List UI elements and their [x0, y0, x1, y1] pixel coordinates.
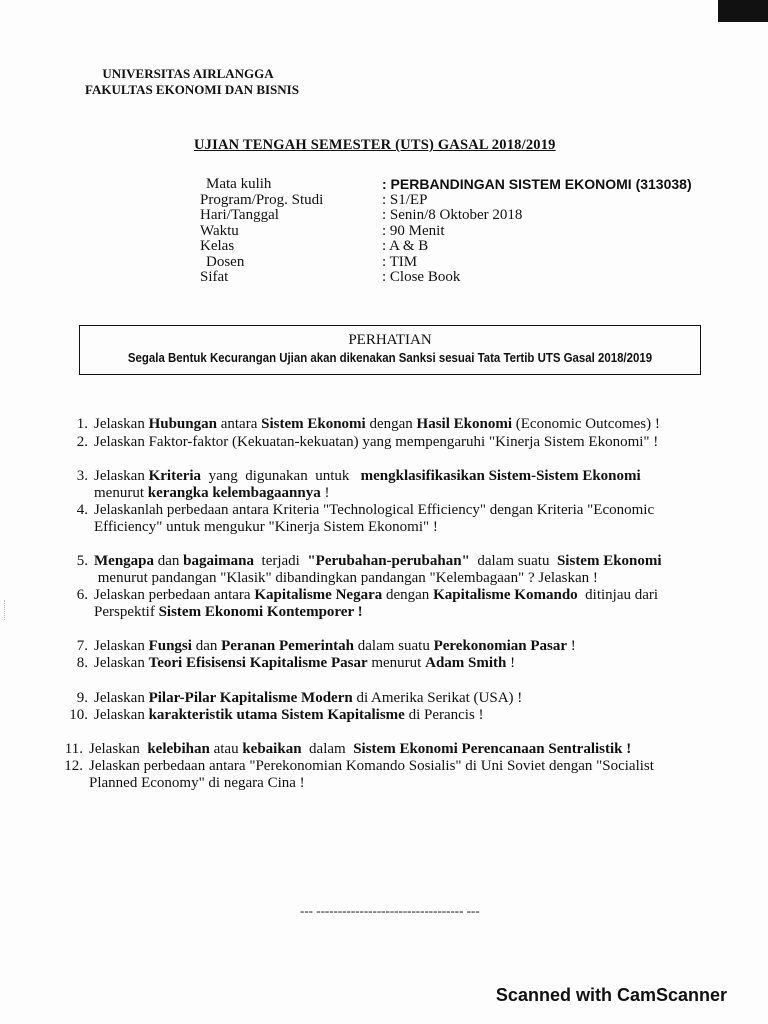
question-number: 10. — [69, 707, 88, 723]
question-text: Jelaskan kelebihan atau kebaikan dalam Sistem Ekonomi Perencanaan Sentralistik ! — [89, 741, 632, 757]
question-number: 8. — [76, 655, 88, 671]
question-number: 1. — [76, 416, 88, 432]
question-number: 7. — [76, 638, 88, 654]
info-value: : Close Book — [382, 269, 461, 285]
question-text: Jelaskan perbedaan antara Kapitalisme Negara dengan Kapitalisme Komando ditinjau dari Perspektif Sistem Ekonomi Kontemporer ! — [94, 587, 659, 620]
notice-title: PERHATIAN — [348, 332, 432, 348]
info-label: Waktu — [200, 222, 239, 239]
course-name: : PERBANDINGAN SISTEM EKONOMI (313038) — [382, 176, 692, 192]
question-text: Jelaskan Teori Efisisensi Kapitalisme Pasar menurut Adam Smith ! — [94, 655, 516, 671]
info-row — [200, 177, 692, 193]
question-text: Jelaskan perbedaan antara "Perekonomian Komando Sosialis" di Uni Soviet dengan "Socialist Planned Economy" di negara Cina ! — [89, 758, 654, 791]
university-name: UNIVERSITAS AIRLANGGA — [102, 66, 274, 81]
info-label: Kelas — [200, 238, 235, 254]
info-row — [200, 193, 692, 209]
camscanner-watermark: Scanned with CamScanner — [495, 985, 727, 1005]
info-label: Program/Prog. Studi — [200, 191, 324, 208]
question-number: 6. — [76, 587, 88, 603]
question-text: Jelaskan Pilar-Pilar Kapitalisme Modern di Amerika Serikat (USA) ! — [94, 690, 523, 706]
question-text: Jelaskan Hubungan antara Sistem Ekonomi dengan Hasil Ekonomi (Economic Outcomes) ! — [94, 416, 660, 432]
info-row — [200, 208, 692, 224]
info-row — [200, 255, 692, 271]
info-label: Sifat — [200, 269, 229, 285]
info-label: Mata kulih — [206, 176, 272, 192]
exam-info-table — [200, 177, 692, 286]
info-value — [382, 177, 692, 193]
question-number: 9. — [76, 690, 88, 706]
question-text: Jelaskanlah perbedaan antara Kriteria "Technological Efficiency" dengan Kriteria "Economic Efficiency" untuk mengukur "Kinerja Sistem Ekonomi" ! — [94, 502, 655, 535]
notice-text: Segala Bentuk Kecurangan Ujian akan dikenakan Sanksi sesuai Tata Tertib UTS Gasal 2018/2019 — [127, 350, 653, 365]
notice-box — [79, 325, 701, 375]
info-row — [200, 239, 692, 255]
question-text: Jelaskan Kriteria yang digunakan untuk mengklasifikasikan Sistem-Sistem Ekonomi menurut kerangka kelembagaannya ! — [94, 468, 641, 501]
margin-scan-artifact — [4, 600, 7, 620]
question-number: 2. — [76, 434, 88, 450]
question-number: 11. — [64, 741, 83, 757]
question-number: 4. — [76, 502, 88, 518]
info-row — [200, 224, 692, 240]
exam-title: UJIAN TENGAH SEMESTER (UTS) GASAL 2018/2019 — [194, 137, 556, 153]
faculty-name: FAKULTAS EKONOMI DAN BISNIS — [85, 82, 299, 97]
info-value: : TIM — [382, 253, 418, 270]
question-number: 3. — [76, 468, 88, 484]
question-number: 12. — [64, 758, 83, 774]
scan-corner-shadow — [718, 0, 768, 22]
info-value: : Senin/8 Oktober 2018 — [382, 207, 523, 223]
info-label: Hari/Tanggal — [200, 207, 279, 223]
info-value: : S1/EP — [382, 191, 428, 208]
question-text: Mengapa dan bagaimana terjadi "Perubahan-perubahan" dalam suatu Sistem Ekonomi menurut pandangan "Klasik" dibandingkan pandangan "Kelembagaan" ? Jelaskan ! — [94, 553, 662, 586]
question-number: 5. — [76, 553, 88, 569]
info-value: : A & B — [382, 238, 429, 254]
info-value: : 90 Menit — [382, 222, 445, 239]
question-text: Jelaskan Fungsi dan Peranan Pemerintah dalam suatu Perekonomian Pasar ! — [94, 638, 576, 654]
question-text: Jelaskan Faktor-faktor (Kekuatan-kekuatan) yang mempengaruhi "Kinerja Sistem Ekonomi" ! — [94, 434, 659, 450]
end-divider: --- ---------------------------------- --- — [300, 903, 480, 918]
question-text: Jelaskan karakteristik utama Sistem Kapitalisme di Perancis ! — [94, 707, 484, 723]
info-row — [200, 270, 692, 286]
info-label: Dosen — [206, 253, 245, 270]
